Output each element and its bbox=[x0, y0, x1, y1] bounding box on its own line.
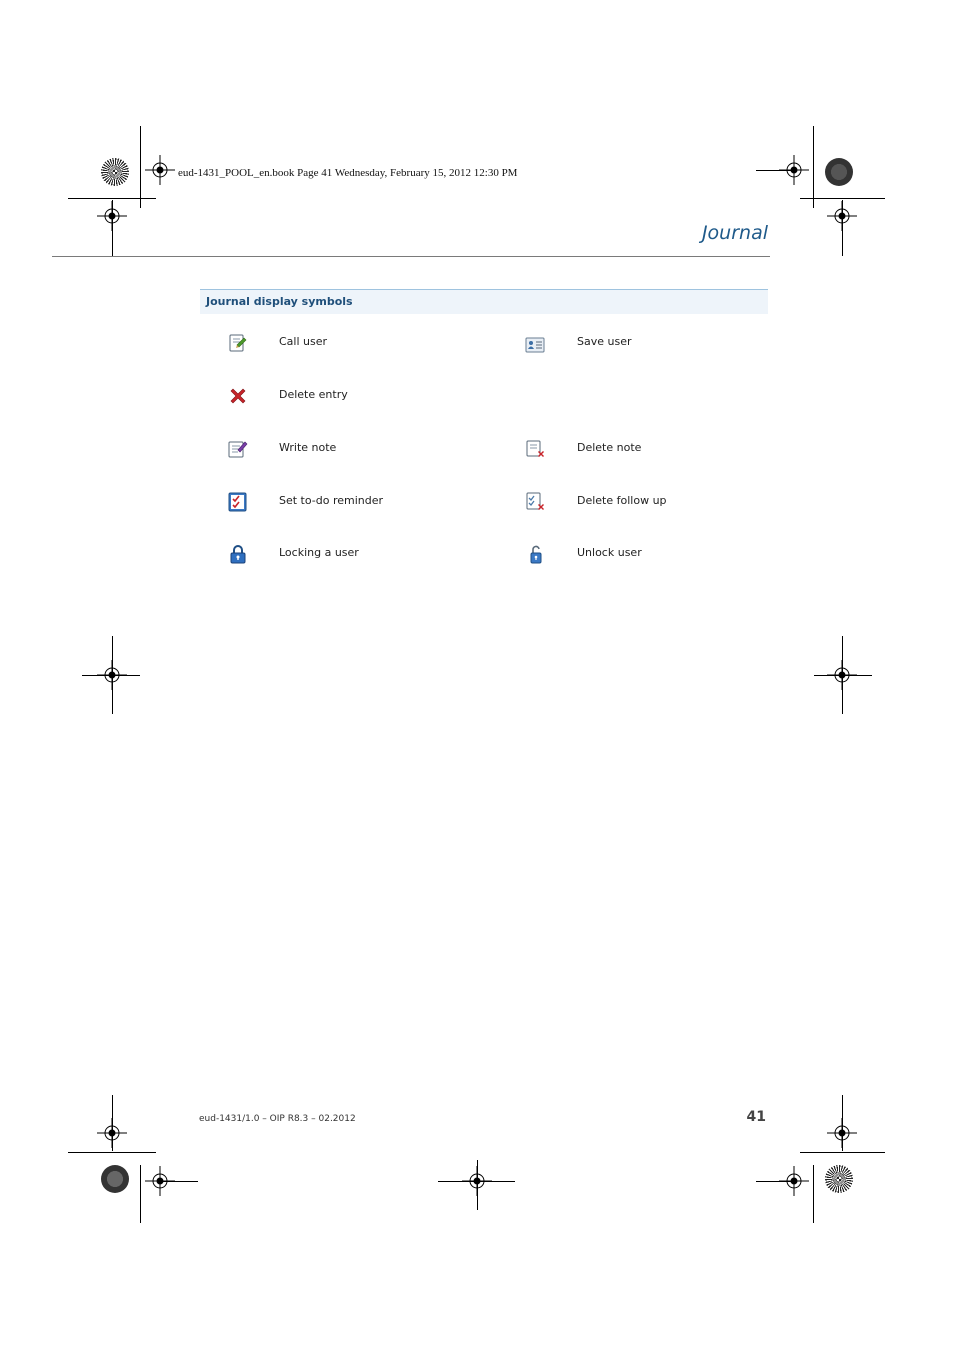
crop-mark bbox=[800, 198, 885, 199]
crop-mark bbox=[140, 1165, 141, 1223]
print-star-mark bbox=[825, 158, 853, 186]
symbol-label: Delete follow up bbox=[577, 494, 667, 507]
delete-note-icon bbox=[526, 439, 546, 459]
print-star-mark bbox=[101, 1165, 129, 1193]
crop-mark bbox=[814, 675, 872, 676]
crop-mark bbox=[756, 170, 796, 171]
crop-mark bbox=[842, 1095, 843, 1151]
print-star-mark bbox=[825, 1165, 853, 1193]
lock-icon bbox=[228, 544, 248, 564]
symbol-label: Set to-do reminder bbox=[279, 494, 384, 507]
chapter-title: Journal bbox=[701, 222, 768, 244]
header-divider bbox=[52, 256, 770, 257]
running-head: eud-1431_POOL_en.book Page 41 Wednesday, February 15, 2012 12:30 PM bbox=[178, 167, 518, 179]
symbol-label: Save user bbox=[577, 335, 632, 348]
delete-entry-icon bbox=[228, 386, 248, 406]
crop-mark bbox=[756, 1181, 796, 1182]
crop-mark bbox=[112, 1095, 113, 1151]
crop-mark bbox=[813, 1165, 814, 1223]
crop-mark bbox=[68, 1152, 156, 1153]
todo-reminder-icon bbox=[228, 492, 248, 512]
unlock-icon bbox=[526, 544, 546, 564]
symbol-label: Locking a user bbox=[279, 546, 359, 559]
symbol-label: Unlock user bbox=[577, 546, 642, 559]
footer-doc-code: eud-1431/1.0 – OIP R8.3 – 02.2012 bbox=[199, 1114, 356, 1124]
symbol-label: Delete note bbox=[577, 441, 642, 454]
crop-mark bbox=[842, 200, 843, 256]
symbol-label: Call user bbox=[279, 335, 328, 348]
page-number: 41 bbox=[746, 1109, 766, 1125]
crop-mark bbox=[813, 126, 814, 208]
crop-mark bbox=[112, 200, 113, 256]
call-user-icon bbox=[228, 333, 248, 353]
crop-mark bbox=[160, 1181, 198, 1182]
delete-follow-up-icon bbox=[526, 492, 546, 512]
save-user-icon bbox=[525, 335, 545, 355]
write-note-icon bbox=[228, 439, 248, 459]
crop-mark bbox=[82, 675, 140, 676]
symbol-label: Write note bbox=[279, 441, 337, 454]
crop-mark bbox=[800, 1152, 885, 1153]
crop-mark bbox=[477, 1160, 478, 1210]
crop-mark bbox=[140, 126, 141, 208]
print-star-mark bbox=[101, 158, 129, 186]
crop-mark bbox=[68, 198, 156, 199]
registration-mark bbox=[145, 155, 175, 185]
symbol-label: Delete entry bbox=[279, 388, 348, 401]
section-header bbox=[200, 289, 768, 314]
section-title: Journal display symbols bbox=[206, 295, 353, 308]
